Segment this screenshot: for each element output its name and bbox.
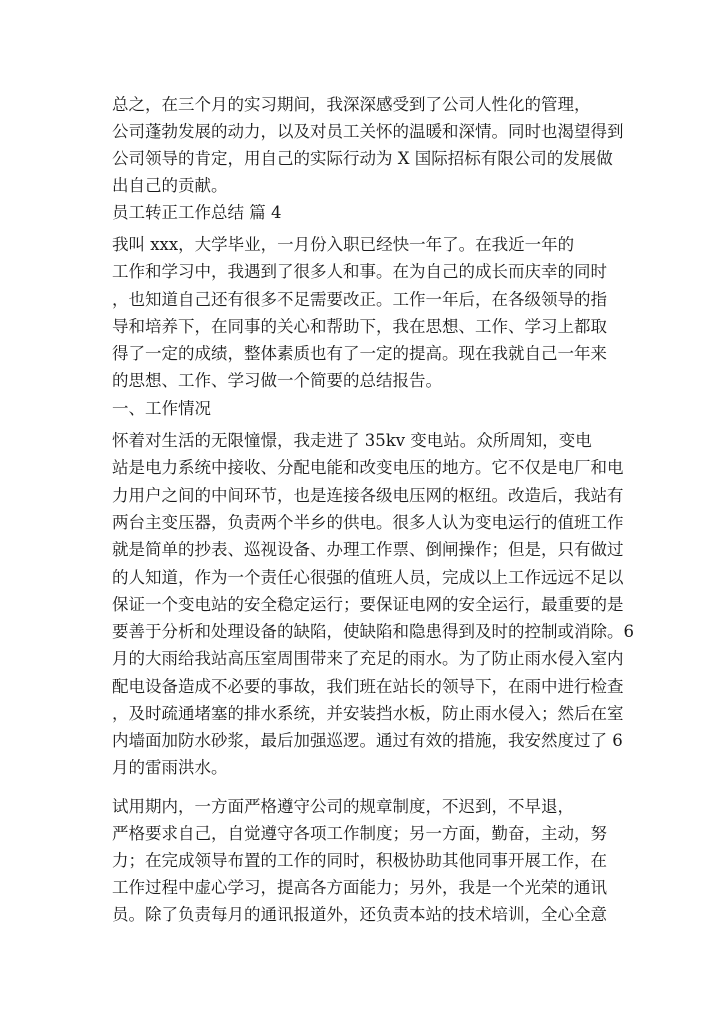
- text-line: 月的雷雨洪水。: [112, 758, 228, 777]
- text-line: 怀着对生活的无限憧憬，我走进了 35kv 变电站。众所周知，变电: [112, 431, 592, 450]
- text-line: ，及时疏通堵塞的排水系统，并安装挡水板，防止雨水侵入；然后在室: [112, 704, 624, 723]
- text-line: 的思想、工作、学习做一个简要的总结报告。: [112, 371, 442, 390]
- text-line: 员。除了负责每月的通讯报道外，还负责本站的技术培训，全心全意: [112, 905, 607, 924]
- text-line: 力用户之间的中间环节，也是连接各级电压网的枢纽。改造后，我站有: [112, 486, 624, 505]
- text-line: 严格要求自己，自觉遵守各项工作制度；另一方面，勤奋，主动，努: [112, 824, 607, 843]
- text-line: 总之，在三个月的实习期间，我深深感受到了公司人性化的管理，: [112, 95, 591, 114]
- text-line: 保证一个变电站的安全稳定运行；要保证电网的安全运行，最重要的是: [112, 595, 624, 614]
- text-line: 工作过程中虚心学习，提高各方面能力；另外，我是一个光荣的通讯: [112, 878, 607, 897]
- text-line: 工作和学习中，我遇到了很多人和事。在为自己的成长而庆幸的同时: [112, 262, 607, 281]
- text-line: 我叫 xxx，大学毕业，一月份入职已经快一年了。在我近一年的: [112, 235, 575, 254]
- subheading: 一、工作情况: [112, 399, 211, 418]
- text-line: 出自己的贡献。: [112, 176, 228, 195]
- text-line: 力；在完成领导布置的工作的同时，积极协助其他同事开展工作，在: [112, 851, 607, 870]
- section-title: 员工转正工作总结 篇 4: [112, 203, 282, 222]
- text-line: ，也知道自己还有很多不足需要改正。工作一年后，在各级领导的指: [112, 290, 607, 309]
- text-line: 就是简单的抄表、巡视设备、办理工作票、倒闸操作；但是，只有做过: [112, 540, 624, 559]
- text-line: 的人知道，作为一个责任心很强的值班人员，完成以上工作远远不足以: [112, 568, 624, 587]
- text-line: 试用期内，一方面严格遵守公司的规章制度，不迟到，不早退，: [112, 797, 574, 816]
- text-line: 导和培养下，在同事的关心和帮助下，我在思想、工作、学习上都取: [112, 317, 607, 336]
- text-line: 公司领导的肯定，用自己的实际行动为 X 国际招标有限公司的发展做: [112, 149, 613, 168]
- text-line: 站是电力系统中接收、分配电能和改变电压的地方。它不仅是电厂和电: [112, 458, 624, 477]
- text-line: 要善于分析和处理设备的缺陷，使缺陷和隐患得到及时的控制或消除。6: [112, 622, 634, 641]
- text-line: 配电设备造成不必要的事故，我们班在站长的领导下，在雨中进行检查: [112, 677, 624, 696]
- text-line: 内墙面加防水砂浆，最后加强巡逻。通过有效的措施，我安然度过了 6: [112, 731, 623, 750]
- text-line: 得了一定的成绩，整体素质也有了一定的提高。现在我就自己一年来: [112, 344, 607, 363]
- text-line: 两台主变压器，负责两个半乡的供电。很多人认为变电运行的值班工作: [112, 513, 624, 532]
- text-line: 公司蓬勃发展的动力，以及对员工关怀的温暖和深情。同时也渴望得到: [112, 122, 624, 141]
- text-line: 月的大雨给我站高压室周围带来了充足的雨水。为了防止雨水侵入室内: [112, 649, 624, 668]
